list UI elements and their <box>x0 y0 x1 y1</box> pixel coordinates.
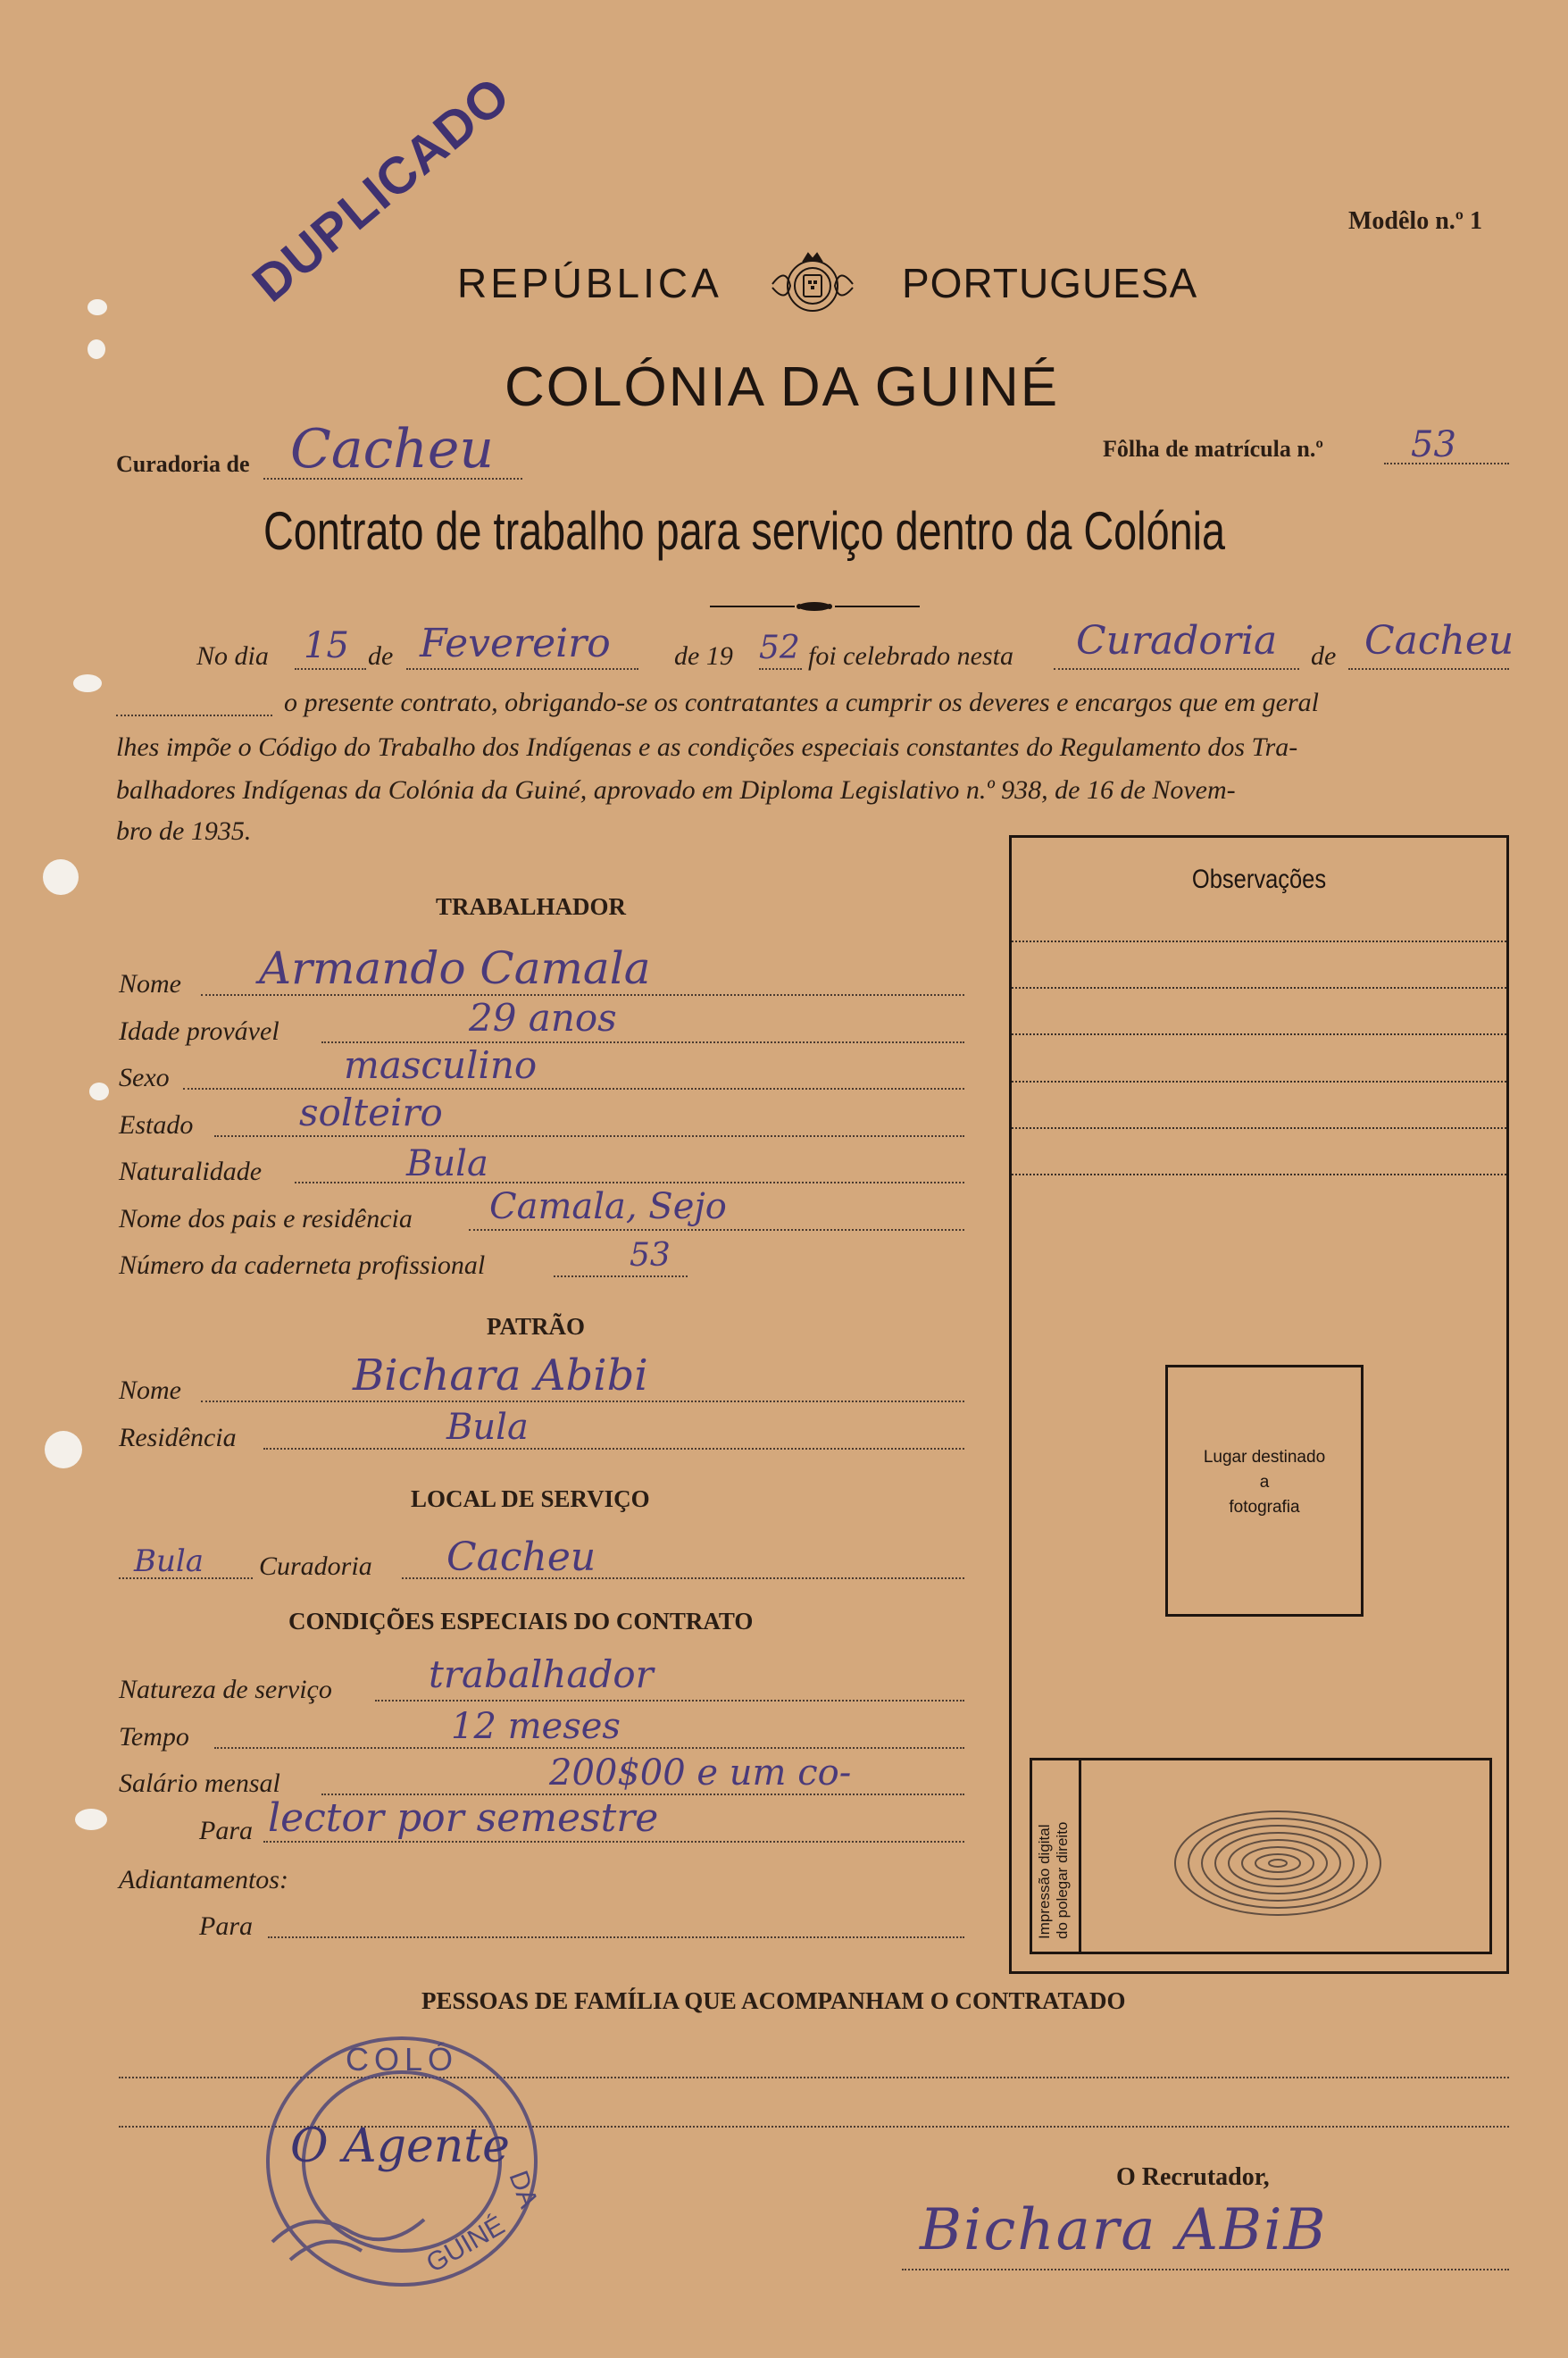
trabalhador-sexo-value: masculino <box>344 1043 538 1087</box>
condicoes-para-line <box>263 1841 964 1843</box>
patrao-nome-label: Nome <box>119 1376 181 1405</box>
trabalhador-sexo-label: Sexo <box>119 1063 170 1092</box>
condicoes-tempo-label: Tempo <box>119 1722 189 1752</box>
intro-dia-line <box>295 668 366 670</box>
local-servico-curadoria-label: Curadoria <box>259 1551 372 1581</box>
condicoes-para-value: lector por semestre <box>268 1795 659 1841</box>
intro-text-2: lhes impõe o Código do Trabalho dos Indígenas e as condições especiais constantes do Regulamento dos Tra- <box>116 732 1298 762</box>
condicoes-adiantamentos-label: Adiantamentos: <box>119 1865 288 1894</box>
condicoes-natureza-line <box>375 1700 964 1702</box>
condicoes-salario-value: 200$00 e um co- <box>549 1752 852 1794</box>
trabalhador-idade-value: 29 anos <box>469 996 617 1040</box>
intro-no-dia: No dia <box>196 641 269 671</box>
intro-cidade-line <box>1348 668 1509 670</box>
thumbprint-icon <box>1166 1805 1389 1921</box>
photo-label-1: Lugar destinado <box>1203 1448 1326 1467</box>
patrao-nome-line <box>201 1401 964 1402</box>
folha-label: Fôlha de matrícula n.º <box>1103 436 1323 462</box>
coat-of-arms-icon <box>763 248 862 320</box>
punch-hole <box>88 339 105 359</box>
trabalhador-caderneta-line <box>554 1275 688 1277</box>
contract-title: Contrato de trabalho para serviço dentro da Colónia <box>263 501 1226 561</box>
condicoes-natureza-label: Natureza de serviço <box>119 1675 332 1704</box>
trabalhador-estado-value: solteiro <box>299 1091 443 1134</box>
trabalhador-estado-line <box>214 1135 964 1137</box>
trabalhador-caderneta-value: 53 <box>630 1237 671 1274</box>
republica-text: REPÚBLICA <box>457 260 722 306</box>
thumbprint-box <box>1030 1758 1492 1954</box>
observacoes-title: Observações <box>1191 865 1327 894</box>
trabalhador-nome-label: Nome <box>119 969 181 999</box>
condicoes-para2-label: Para <box>199 1911 253 1941</box>
observacoes-line <box>1012 987 1506 989</box>
observacoes-line <box>1012 941 1506 942</box>
intro-mes-value: Fevereiro <box>420 621 611 666</box>
observacoes-line <box>1012 1081 1506 1083</box>
trabalhador-sexo-line <box>183 1088 964 1090</box>
intro-cidade-value: Cacheu <box>1364 618 1514 664</box>
intro-celebrado: foi celebrado nesta <box>808 641 1013 671</box>
observacoes-box <box>1009 835 1509 1974</box>
svg-text:DA: DA <box>503 2167 544 2212</box>
punch-hole <box>88 299 107 315</box>
patrao-nome-value: Bichara Abibi <box>353 1350 648 1401</box>
observacoes-line <box>1012 1033 1506 1035</box>
observacoes-line <box>1012 1127 1506 1129</box>
trabalhador-pais-label: Nome dos pais e residência <box>119 1204 413 1233</box>
observacoes-line <box>1012 1174 1506 1175</box>
svg-text:O Agente: O Agente <box>290 2120 510 2173</box>
patrao-residencia-label: Residência <box>119 1423 237 1452</box>
thumbprint-divider <box>1079 1760 1081 1952</box>
punch-hole <box>45 1431 82 1468</box>
ornament-divider <box>710 600 920 613</box>
intro-text-4: bro de 1935. <box>116 816 252 846</box>
model-number: Modêlo n.º 1 <box>1348 207 1483 235</box>
intro-de3: de <box>1311 641 1337 671</box>
condicoes-para2-line <box>268 1936 964 1938</box>
condicoes-salario-label: Salário mensal <box>119 1768 280 1798</box>
photo-placeholder <box>1165 1365 1364 1617</box>
trabalhador-naturalidade-label: Naturalidade <box>119 1157 263 1186</box>
recrutador-label: O Recrutador, <box>1116 2163 1270 2191</box>
condicoes-heading: CONDIÇÕES ESPECIAIS DO CONTRATO <box>288 1608 754 1635</box>
trabalhador-naturalidade-line <box>295 1182 964 1183</box>
trabalhador-pais-value: Camala, Sejo <box>489 1186 727 1227</box>
condicoes-natureza-value: trabalhador <box>429 1652 654 1696</box>
portuguesa-text: PORTUGUESA <box>902 260 1198 306</box>
punch-hole <box>89 1083 109 1100</box>
trabalhador-heading: TRABALHADOR <box>436 893 627 920</box>
condicoes-para-label: Para <box>199 1816 253 1845</box>
patrao-heading: PATRÃO <box>487 1313 585 1340</box>
curadoria-value: Cacheu <box>290 418 495 481</box>
recrutador-signature-line <box>902 2269 1509 2270</box>
trabalhador-idade-label: Idade provável <box>119 1016 279 1046</box>
svg-text:GUINÉ: GUINÉ <box>421 2210 510 2279</box>
intro-local-line <box>1054 668 1299 670</box>
recrutador-signature: Bichara ABiB <box>920 2197 1328 2263</box>
intro-blank-line <box>116 715 272 716</box>
punch-hole <box>75 1809 107 1830</box>
intro-local-value: Curadoria <box>1076 618 1278 664</box>
trabalhador-estado-label: Estado <box>119 1110 194 1140</box>
punch-hole <box>73 674 102 692</box>
trabalhador-naturalidade-value: Bula <box>406 1143 488 1184</box>
trabalhador-caderneta-label: Número da caderneta profissional <box>119 1250 486 1280</box>
local-servico-value: Bula <box>134 1543 204 1579</box>
thumbprint-label-1: Impressão digital <box>1036 1824 1053 1939</box>
condicoes-tempo-line <box>214 1747 964 1749</box>
trabalhador-nome-value: Armando Camala <box>259 942 651 994</box>
intro-mes-line <box>406 668 638 670</box>
official-seal-icon <box>254 2028 549 2295</box>
condicoes-tempo-value: 12 meses <box>451 1706 621 1747</box>
intro-ano-line <box>759 668 802 670</box>
intro-ano-value: 52 <box>759 630 800 666</box>
punch-hole <box>43 859 79 895</box>
svg-text:COLÓ: COLÓ <box>345 2041 459 2078</box>
local-servico-heading: LOCAL DE SERVIÇO <box>411 1485 650 1512</box>
colonia-title: COLÓNIA DA GUINÉ <box>505 356 1060 418</box>
patrao-residencia-line <box>263 1448 964 1450</box>
photo-label-3: fotografia <box>1229 1498 1300 1517</box>
intro-text-1: o presente contrato, obrigando-se os contratantes a cumprir os deveres e encargos que em geral <box>284 688 1319 717</box>
local-servico-curadoria-value: Cacheu <box>446 1534 596 1580</box>
thumbprint-label <box>1036 1760 1072 1939</box>
thumbprint-label-2: do polegar direito <box>1054 1821 1071 1939</box>
photo-label-2: a <box>1259 1473 1270 1492</box>
intro-text-3: balhadores Indígenas da Colónia da Guiné, aprovado em Diploma Legislativo n.º 938, de 16 de Novem- <box>116 775 1236 805</box>
intro-dia-value: 15 <box>304 625 349 666</box>
familia-heading: PESSOAS DE FAMÍLIA QUE ACOMPANHAM O CONTRATADO <box>421 1987 1126 2014</box>
folha-value: 53 <box>1411 424 1456 465</box>
trabalhador-pais-line <box>469 1229 964 1231</box>
intro-de1: de <box>368 641 394 671</box>
duplicado-stamp: DUPLICADO <box>241 65 521 314</box>
intro-de2: de 19 <box>674 641 733 671</box>
patrao-residencia-value: Bula <box>446 1407 529 1448</box>
curadoria-label: Curadoria de <box>116 451 250 477</box>
